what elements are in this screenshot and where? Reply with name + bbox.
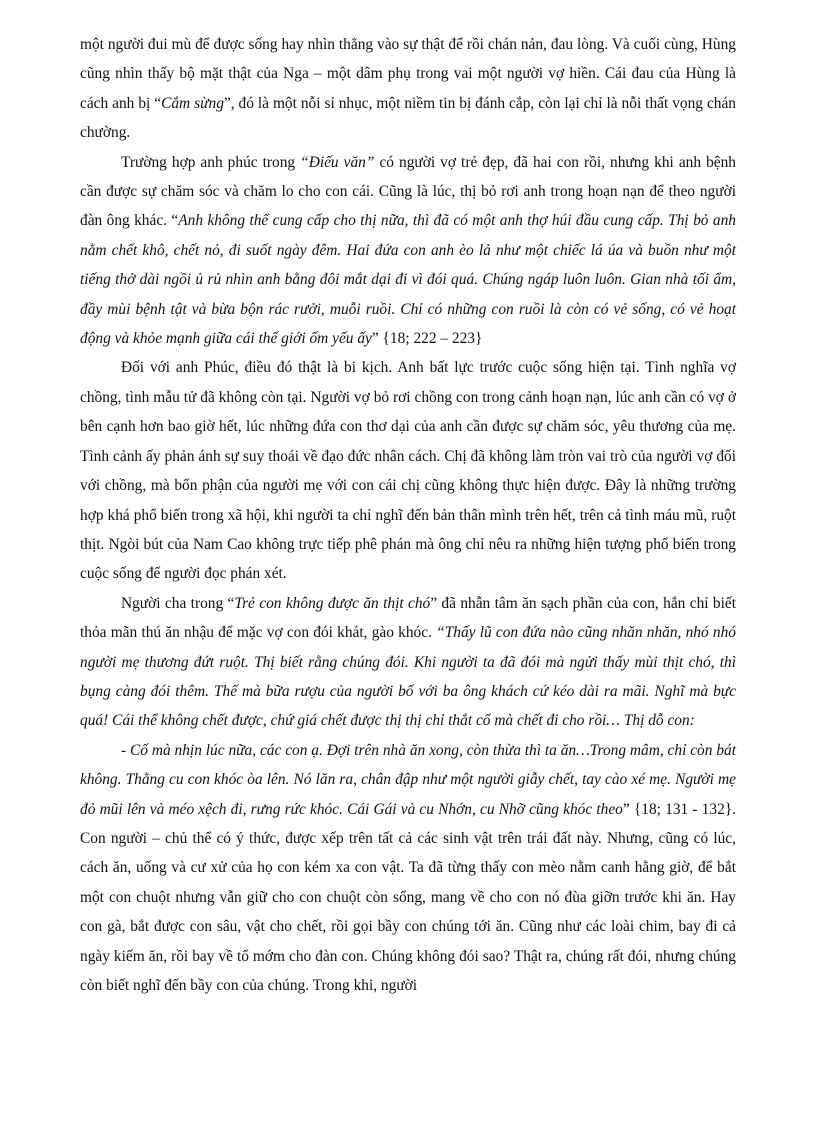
text-run: Trường hợp anh phúc trong — [121, 153, 301, 171]
italic-quote: - Cố mà nhịn lúc nữa, các con ạ. Đợi trên nhà ăn xong, còn thừa thì ta ăn…Trong mâm, chỉ còn bát không. Thằng cu con khóc òa lên. Nó lăn ra, chân đập như một người giẫy chết, tay cào xé mẹ. Người mẹ đỏ mũi lên và méo xệch đi, rưng rức khóc. Cái Gái và cu Nhớn, cu Nhỡ cũng khóc theo — [80, 741, 736, 818]
text-run: Đối với anh Phúc, điều đó thật là bi kịch. Anh bất lực trước cuộc sống hiện tại. Tình nghĩa vợ chồng, tình mẫu tử đã không còn tại. Người vợ bỏ rơi chồng con trong cảnh hoạn nạn, lúc anh cần có vợ ở bên cạnh hơn bao giờ hết, lúc những đứa con thơ dại của anh cần được sự chăm sóc, yêu thương của mẹ. Tình cảnh ấy phản ánh sự suy thoái về đạo đức nhân cách. Chị đã không làm tròn vai trò của người vợ đối với chồng, mà bổn phận của người mẹ với con cái chị cũng không thực hiện được. Đây là những trường hợp khá phổ biến trong xã hội, khi người ta chỉ nghĩ đến bản thân mình trên hết, trên cả tình máu mũ, ruột thịt. Ngòi bút của Nam Cao không trực tiếp phê phán mà ông chỉ nêu ra những hiện tượng phổ biến trong cuộc sống để người đọc phán xét. — [80, 359, 736, 583]
italic-quote: Anh không thể cung cấp cho thị nữa, thì đã có một anh thợ húi đầu cung cấp. Thị bỏ anh nằm chết khô, chết nỏ, đi suốt ngày đêm. Hai đứa con anh èo lả như một chiếc lá úa và buồn như một tiếng thở dài ngồi ủ rủ nhìn anh bằng đôi mắt dại đi vì đói quá. Chúng ngáp luôn luôn. Gian nhà tối ẩm, đầy mùi bệnh tật và bừa bộn rác rưởi, muỗi ruồi. Chỉ có những con ruồi là còn có vẻ sống, có vẻ hoạt động và khỏe mạnh giữa cái thế giới ốm yếu ấy — [80, 212, 736, 348]
italic-run: Trẻ con không được ăn thịt chó — [234, 594, 431, 612]
text-run: có người vợ trẻ đẹp, đã hai con rồi, nhưng khi anh bệnh cần được sự chăm sóc và chăm lo cho con cái. Cũng là lúc, thị bỏ rơi anh trong hoạn nạn để theo người đàn ông khác. “ — [80, 153, 736, 230]
italic-run: “Điếu văn” — [300, 153, 375, 171]
text-run: Người cha trong “ — [121, 594, 235, 612]
text-run: ” {18; 131 - 132}. Con người – chủ thể có ý thức, được xếp trên tất cả các sinh vật trên trái đất này. Nhưng, cũng có lúc, cách ăn, uống và cư xử của họ con kém xa con vật. Ta đã từng thấy con mèo nằm canh hằng giờ, để bắt một con chuột nhưng vẫn giữ cho con chuột còn sống, mang về cho con nó đùa giỡn trước khi ăn. Hay con gà, bắt được con sâu, vật cho chết, rồi gọi bầy con chúng tới ăn. Cũng như các loài chim, bay đi cả ngày kiếm ăn, rồi bay về tổ mớm cho đàn con. Chúng không đói sao? Thật ra, chúng rất đói, nhưng chúng còn biết nghĩ đến bầy con của chúng. Trong khi, người — [80, 800, 736, 994]
paragraph-2 — [80, 148, 736, 354]
text-run: ” đã nhẫn tâm ăn sạch phần của con, hắn chỉ biết thỏa mãn thú ăn nhậu để mặc vợ con đói khát, gào khóc. — [80, 594, 736, 642]
italic-run: Cắm sừng — [161, 94, 224, 112]
paragraph-5 — [80, 736, 736, 1001]
paragraph-1 — [80, 30, 736, 148]
text-run: ”, đó là một nỗi sỉ nhục, một niềm tin bị đánh cắp, còn lại chỉ là nỗi thất vọng chán chường. — [80, 94, 737, 142]
paragraph-3 — [80, 353, 736, 588]
paragraph-4 — [80, 589, 736, 736]
italic-quote: “Thấy lũ con đứa nào cũng nhăn nhăn, nhó nhó người mẹ thương đứt ruột. Thị biết rằng chúng đói. Khi người ta đã đói mà ngửi thấy mùi thịt chó, thì bụng càng đói thêm. Thế mà bữa rượu của người bố với ba ông khách cứ kéo dài ra mãi. Nghĩ mà bực quá! Cái thể không chết được, chứ giá chết được thị thị chỉ thắt cổ mà chết đi cho rồi… Thị dỗ con: — [80, 624, 736, 730]
text-run: một người đui mù để được sống hay nhìn thẳng vào sự thật để rồi chán nản, đau lòng. Và cuối cùng, Hùng cũng nhìn thấy bộ mặt thật của Nga – một dâm phụ trong vai một người vợ hiền. Cái đau của Hùng là cách anh bị “ — [80, 36, 736, 112]
document-page — [80, 30, 736, 1000]
citation: ” {18; 222 – 223} — [371, 330, 483, 348]
